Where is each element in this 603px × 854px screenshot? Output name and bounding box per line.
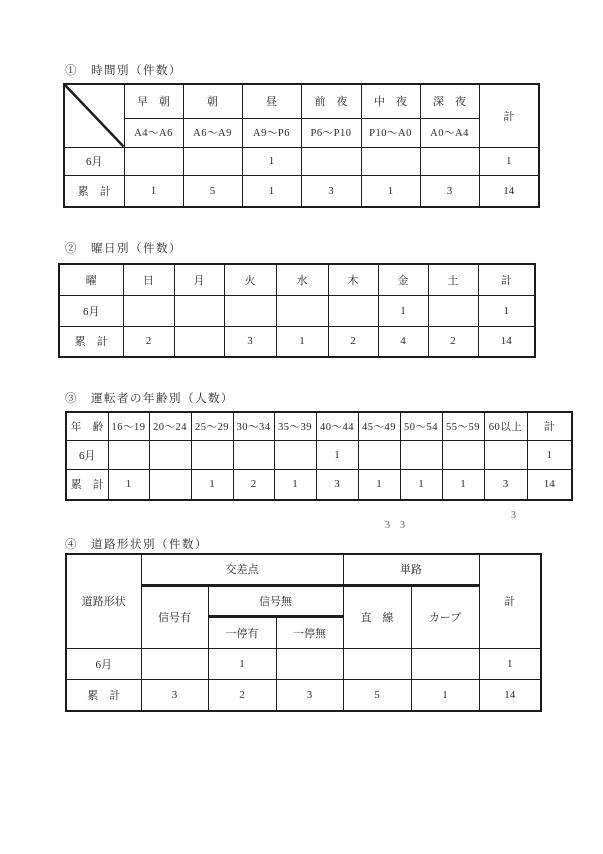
table-row <box>66 440 572 469</box>
header-cell: 土 <box>428 264 478 295</box>
row-label-cell: 6月 <box>64 147 124 175</box>
total-cell: 14 <box>479 679 541 711</box>
data-cell <box>224 295 276 326</box>
total-cell: 1 <box>527 440 572 469</box>
header-cell: P6～P10 <box>301 118 361 147</box>
age-table <box>65 411 573 501</box>
data-cell <box>420 147 479 175</box>
stray-annotation: 3 <box>385 520 391 531</box>
header-cell: 35～39 <box>274 412 316 440</box>
data-cell: 1 <box>411 679 479 711</box>
table-row <box>64 147 539 175</box>
stray-annotation: 3 <box>511 510 517 521</box>
row-label-cell: 6月 <box>66 648 141 679</box>
data-cell <box>183 147 242 175</box>
table-row <box>66 554 541 585</box>
header-cell-straight: 直 線 <box>343 585 411 648</box>
diagonal-line <box>65 85 124 147</box>
table-row <box>64 84 539 118</box>
header-cell: A4～A6 <box>124 118 183 147</box>
data-cell: 1 <box>191 469 233 500</box>
data-cell <box>442 440 484 469</box>
header-cell: 金 <box>378 264 428 295</box>
data-cell: 3 <box>420 175 479 207</box>
header-cell: 朝 <box>183 84 242 118</box>
header-cell: 昼 <box>242 84 301 118</box>
data-cell: 1 <box>124 175 183 207</box>
data-cell <box>361 147 420 175</box>
total-cell: 1 <box>479 147 539 175</box>
data-cell: 3 <box>301 175 361 207</box>
data-cell: 1 <box>316 440 358 469</box>
header-cell: 月 <box>174 264 224 295</box>
total-cell: 1 <box>478 295 535 326</box>
header-cell: 30～34 <box>233 412 274 440</box>
data-cell <box>428 295 478 326</box>
table-row <box>64 118 539 147</box>
header-cell: 水 <box>276 264 328 295</box>
data-cell <box>358 440 400 469</box>
section-title-road: ④ 道路形状別（件数） <box>65 539 208 551</box>
data-cell: 2 <box>123 326 174 357</box>
corner-header-cell: 曜 <box>59 264 123 295</box>
data-cell: 4 <box>378 326 428 357</box>
data-cell: 2 <box>328 326 378 357</box>
corner-header-cell: 道路形状 <box>66 554 141 648</box>
data-cell: 1 <box>276 326 328 357</box>
header-cell: 60以上 <box>484 412 527 440</box>
header-cell-stop-no: 一停無 <box>276 616 343 648</box>
data-cell: 3 <box>276 679 343 711</box>
header-cell: 40～44 <box>316 412 358 440</box>
data-cell <box>400 440 442 469</box>
data-cell: 2 <box>428 326 478 357</box>
header-cell: 早 朝 <box>124 84 183 118</box>
data-cell: 1 <box>361 175 420 207</box>
data-cell <box>484 440 527 469</box>
data-cell: 1 <box>242 175 301 207</box>
table-row <box>59 264 535 295</box>
header-cell-signal-no: 信号無 <box>208 585 343 616</box>
section-title-weekday: ② 曜日別（件数） <box>65 243 182 255</box>
data-cell <box>191 440 233 469</box>
data-cell: 1 <box>378 295 428 326</box>
row-label-cell: 6月 <box>59 295 123 326</box>
header-cell: 木 <box>328 264 378 295</box>
data-cell: 3 <box>316 469 358 500</box>
header-cell-curve: カーブ <box>411 585 479 648</box>
data-cell: 3 <box>141 679 208 711</box>
row-label-cell: 累 計 <box>64 175 124 207</box>
table-row <box>66 412 572 440</box>
data-cell: 3 <box>224 326 276 357</box>
table-row <box>66 679 541 711</box>
total-cell: 1 <box>479 648 541 679</box>
data-cell: 1 <box>400 469 442 500</box>
data-cell <box>174 326 224 357</box>
data-cell: 1 <box>442 469 484 500</box>
data-cell <box>123 295 174 326</box>
row-label-cell: 累 計 <box>66 469 108 500</box>
table-row <box>59 326 535 357</box>
data-cell: 1 <box>242 147 301 175</box>
table-row <box>59 295 535 326</box>
data-cell: 2 <box>208 679 276 711</box>
data-cell <box>149 440 191 469</box>
header-cell: 火 <box>224 264 276 295</box>
header-cell-intersection: 交差点 <box>141 554 343 585</box>
header-cell: 55～59 <box>442 412 484 440</box>
header-cell: A9～P6 <box>242 118 301 147</box>
data-cell <box>141 648 208 679</box>
data-cell <box>343 648 411 679</box>
time-table <box>63 83 540 208</box>
weekday-table <box>58 263 536 358</box>
header-cell: 16～19 <box>108 412 149 440</box>
data-cell: 5 <box>343 679 411 711</box>
data-cell <box>411 648 479 679</box>
data-cell <box>149 469 191 500</box>
stray-annotation: 3 <box>400 520 406 531</box>
header-cell-stop-yes: 一停有 <box>208 616 276 648</box>
data-cell <box>174 295 224 326</box>
header-cell-single-road: 単路 <box>343 554 479 585</box>
section-title-age: ③ 運転者の年齢別（人数） <box>65 393 234 405</box>
data-cell <box>108 440 149 469</box>
header-cell: A6～A9 <box>183 118 242 147</box>
data-cell <box>124 147 183 175</box>
header-cell: 前 夜 <box>301 84 361 118</box>
section-title-time: ① 時間別（件数） <box>65 65 182 77</box>
total-header-cell: 計 <box>479 84 539 147</box>
total-cell: 14 <box>478 326 535 357</box>
diagonal-cell <box>64 84 124 147</box>
total-header-cell: 計 <box>527 412 572 440</box>
data-cell: 2 <box>233 469 274 500</box>
data-cell: 5 <box>183 175 242 207</box>
header-cell: 20～24 <box>149 412 191 440</box>
row-label-cell: 累 計 <box>59 326 123 357</box>
header-cell: 中 夜 <box>361 84 420 118</box>
data-cell <box>276 648 343 679</box>
data-cell: 1 <box>208 648 276 679</box>
total-cell: 14 <box>479 175 539 207</box>
header-cell: 日 <box>123 264 174 295</box>
data-cell <box>328 295 378 326</box>
header-cell: P10～A0 <box>361 118 420 147</box>
data-cell <box>233 440 274 469</box>
header-cell-signal-yes: 信号有 <box>141 585 208 648</box>
data-cell <box>274 440 316 469</box>
data-cell: 1 <box>274 469 316 500</box>
data-cell <box>301 147 361 175</box>
row-label-cell: 累 計 <box>66 679 141 711</box>
header-cell: 深 夜 <box>420 84 479 118</box>
total-header-cell: 計 <box>478 264 535 295</box>
data-cell: 1 <box>358 469 400 500</box>
total-header-cell: 計 <box>479 554 541 648</box>
table-row <box>64 175 539 207</box>
data-cell <box>276 295 328 326</box>
row-label-cell: 6月 <box>66 440 108 469</box>
road-table <box>65 553 542 712</box>
data-cell: 3 <box>484 469 527 500</box>
header-cell: A0～A4 <box>420 118 479 147</box>
total-cell: 14 <box>527 469 572 500</box>
table-row <box>66 648 541 679</box>
header-cell: 25～29 <box>191 412 233 440</box>
header-cell: 50～54 <box>400 412 442 440</box>
corner-header-cell: 年 齢 <box>66 412 108 440</box>
header-cell: 45～49 <box>358 412 400 440</box>
data-cell: 1 <box>108 469 149 500</box>
table-row <box>66 469 572 500</box>
